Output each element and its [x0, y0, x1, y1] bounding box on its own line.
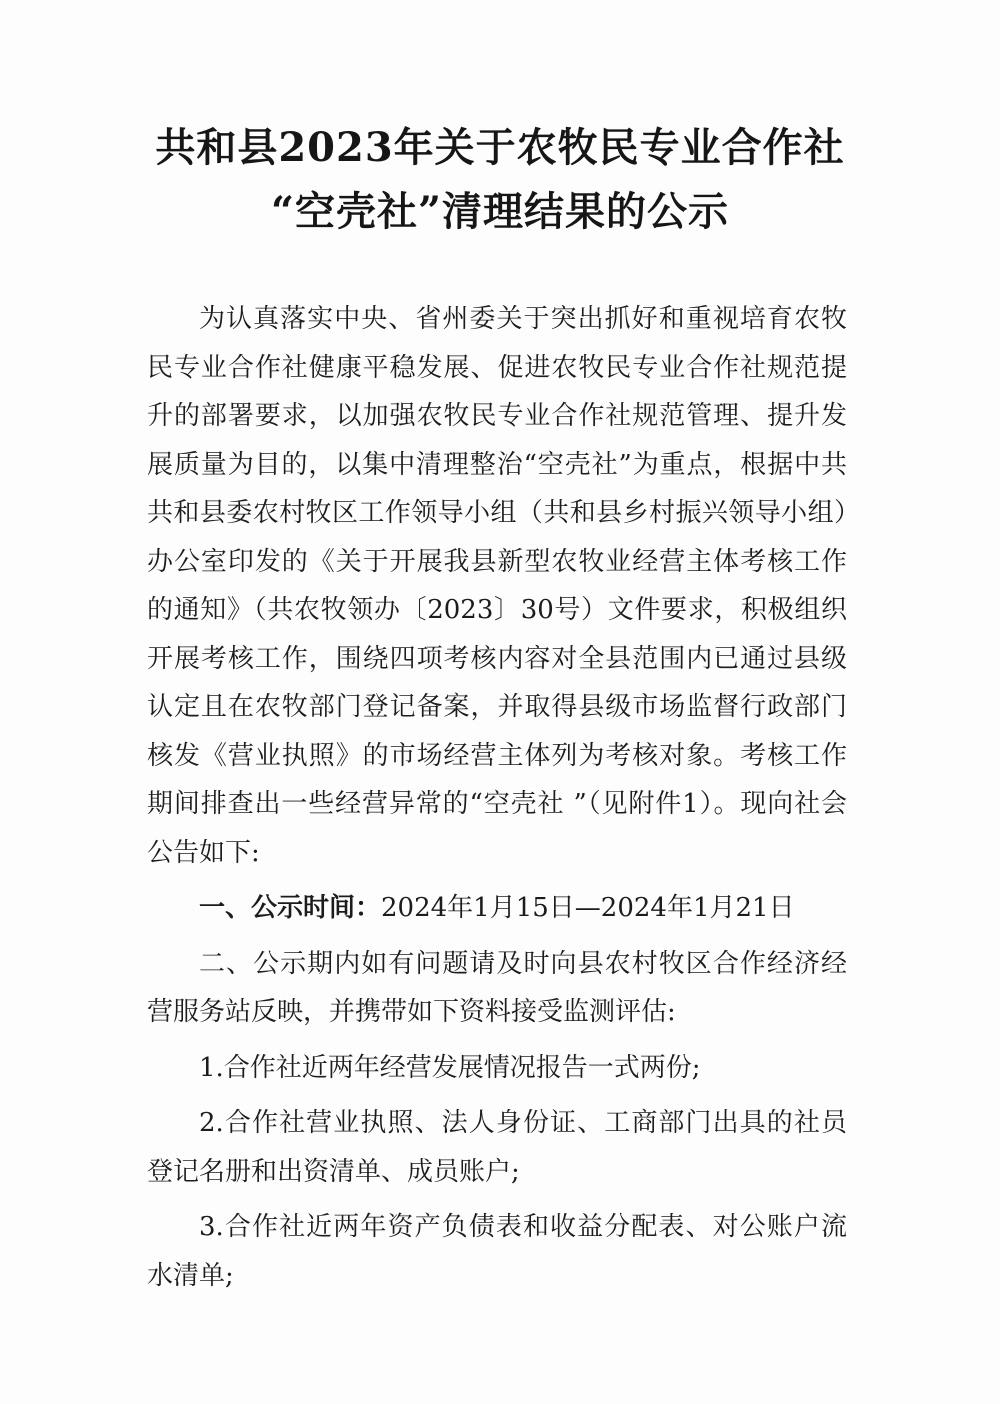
list-item-3: 3.合作社近两年资产负债表和收益分配表、对公账户流水清单;	[147, 1212, 847, 1291]
section-1-text: 2024年1月15日—2024年1月21日	[381, 893, 795, 923]
document-title-line-2: “空壳社”清理结果的公示	[270, 188, 729, 235]
document-body	[147, 295, 847, 1300]
list-item-2: 2.合作社营业执照、法人身份证、工商部门出具的社员登记名册和出资清单、成员账户;	[147, 1108, 847, 1187]
intro-paragraph: 为认真落实中央、省州委关于突出抓好和重视培育农牧民专业合作社健康平稳发展、促进农牧民专业合作社规范提升的部署要求，以加强农牧民专业合作社规范管理、提升发展质量为目的，以集中清理整治“空壳社”为重点，根据中共共和县委农村牧区工作领导小组（共和县乡村振兴领导小组）办公室印发的《关于开展我县新型农牧业经营主体考核工作的通知》（共农牧领办〔2023〕30号）文件要求，积极组织开展考核工作，围绕四项考核内容对全县范围内已通过县级认定且在农牧部门登记备案，并取得县级市场监督行政部门核发《营业执照》的市场经营主体列为考核对象。考核工作期间排查出一些经营异常的“空壳社 ”（见附件1）。现向社会公告如下:	[147, 304, 847, 868]
list-item-1: 1.合作社近两年经营发展情况报告一式两份;	[199, 1052, 701, 1083]
document-title-line-1: 共和县2023年关于农牧民专业合作社	[155, 124, 845, 171]
section-1-label: 一、公示时间：	[199, 893, 382, 923]
section-2-paragraph: 二、公示期内如有问题请及时向县农村牧区合作经济经营服务站反映，并携带如下资料接受监测评估:	[147, 948, 847, 1027]
section-1-paragraph	[147, 884, 847, 933]
